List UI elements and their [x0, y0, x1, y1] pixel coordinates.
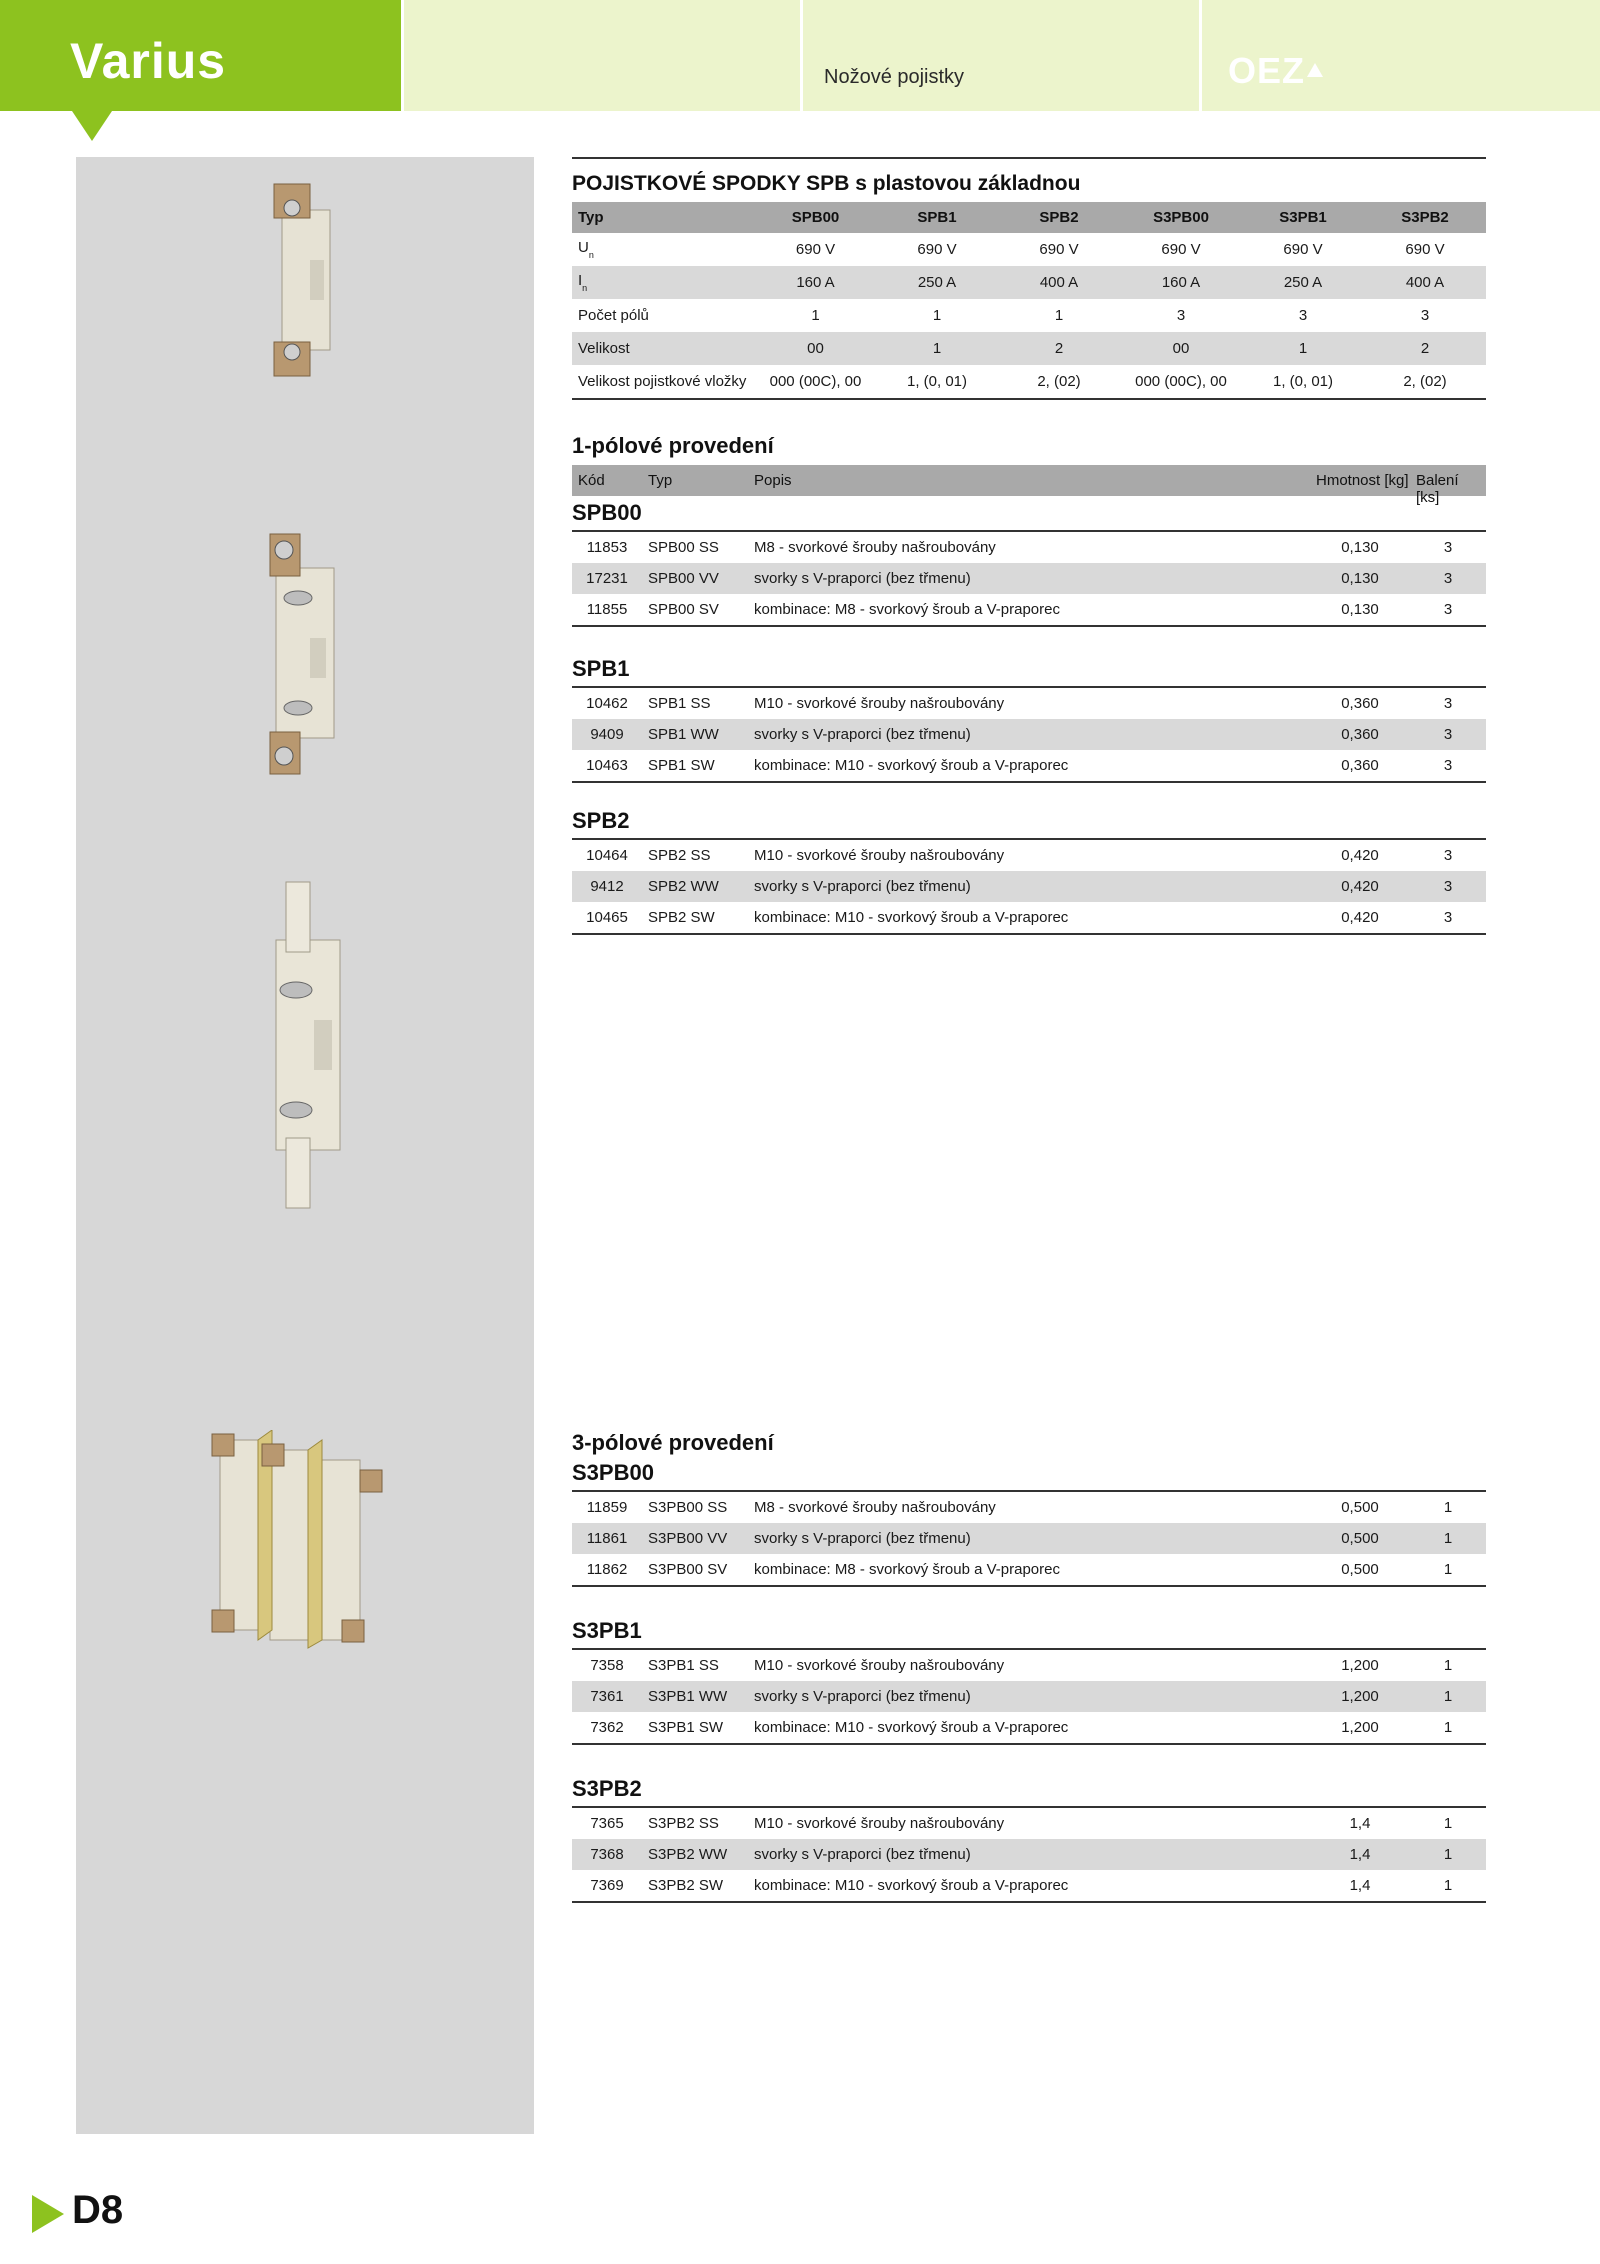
cell-type: SPB1 SW [642, 750, 754, 782]
spec-cell: 160 A [1120, 266, 1242, 299]
table-row [572, 871, 1486, 902]
cell-code: 11855 [572, 594, 642, 626]
spec-col-header: S3PB2 [1364, 202, 1486, 233]
cell-type: S3PB1 SS [648, 1657, 719, 1674]
cell-desc: kombinace: M8 - svorkový šroub a V-praporec [754, 1554, 1310, 1586]
spec-row-label [572, 233, 755, 266]
cell-desc: kombinace: M10 - svorkový šroub a V-praporec [754, 1712, 1310, 1744]
cell-pack: 1 [1410, 1839, 1486, 1870]
spec-col-header: S3PB00 [1120, 202, 1242, 233]
table-row [572, 1649, 1486, 1681]
spec-cell: 690 V [1039, 241, 1079, 258]
spec-cell: 400 A [1364, 266, 1486, 299]
cell-desc: M8 - svorkové šrouby našroubovány [754, 1499, 996, 1516]
product-table [572, 1806, 1486, 1903]
cell-desc: svorky s V-praporci (bez třmenu) [754, 1839, 1310, 1870]
cell-desc: kombinace: M10 - svorkový šroub a V-praporec [754, 1870, 1310, 1902]
spec-cell: 690 V [1283, 241, 1323, 258]
cell-weight: 0,130 [1310, 594, 1410, 626]
product-table [572, 530, 1486, 627]
spec-col-header: SPB00 [755, 202, 876, 233]
cell-code: 10464 [586, 847, 628, 864]
spec-cell: 000 (00C), 00 [755, 365, 876, 399]
top-rule [572, 157, 1486, 159]
cell-weight: 0,500 [1310, 1554, 1410, 1586]
cell-desc: svorky s V-praporci (bez třmenu) [754, 563, 1310, 594]
cell-type: S3PB2 SW [642, 1870, 754, 1902]
cell-pack: 1 [1443, 1499, 1453, 1516]
cell-type: SPB2 WW [642, 871, 754, 902]
cell-desc: kombinace: M10 - svorkový šroub a V-praporec [754, 902, 1310, 934]
page-marker-triangle-icon [32, 2195, 64, 2233]
cell-pack: 3 [1410, 594, 1486, 626]
spec-cell: 250 A [876, 266, 998, 299]
group-title: SPB1 [572, 656, 630, 681]
cell-weight: 0,500 [1341, 1499, 1379, 1516]
spec-row-label: Počet pólů [578, 307, 649, 324]
cell-code: 7362 [572, 1712, 642, 1744]
spec-cell: 690 V [1405, 241, 1445, 258]
table-row [572, 1681, 1486, 1712]
cell-code: 11853 [586, 539, 628, 556]
cell-desc: M10 - svorkové šrouby našroubovány [754, 1657, 1005, 1674]
table-row [572, 563, 1486, 594]
table-row [572, 1807, 1486, 1839]
cell-type: SPB00 VV [642, 563, 754, 594]
cell-weight: 1,4 [1310, 1839, 1410, 1870]
cell-desc: M10 - svorkové šrouby našroubovány [754, 1815, 1005, 1832]
cell-type: S3PB2 SS [648, 1815, 719, 1832]
cell-type: S3PB00 VV [642, 1523, 754, 1554]
spec-cell: 1, (0, 01) [1242, 365, 1364, 399]
cell-desc: kombinace: M10 - svorkový šroub a V-praporec [754, 750, 1310, 782]
spec-col-header: SPB1 [876, 202, 998, 233]
cell-desc: svorky s V-praporci (bez třmenu) [754, 1523, 1310, 1554]
spec-cell: 690 V [1161, 241, 1201, 258]
cell-weight: 0,360 [1310, 719, 1410, 750]
cell-type: SPB00 SV [642, 594, 754, 626]
col-type: Typ [648, 472, 673, 489]
spec-cell: 1 [1054, 307, 1064, 324]
cell-weight: 0,130 [1310, 563, 1410, 594]
cell-type: SPB2 SS [648, 847, 711, 864]
spec-label-sub: n [582, 283, 588, 293]
table-row [572, 687, 1486, 719]
cell-type: SPB2 SW [642, 902, 754, 934]
cell-code: 9412 [572, 871, 642, 902]
cell-code: 11862 [572, 1554, 642, 1586]
cell-code: 17231 [572, 563, 642, 594]
col-code: Kód [578, 472, 605, 489]
cell-desc: kombinace: M8 - svorkový šroub a V-praporec [754, 594, 1310, 626]
cell-type: S3PB00 SS [648, 1499, 728, 1516]
cell-type: S3PB1 WW [642, 1681, 754, 1712]
cell-weight: 0,360 [1341, 695, 1379, 712]
spec-row [572, 332, 1486, 365]
single-pole-title: 1-pólové provedení [572, 433, 774, 458]
spec-row-label [572, 266, 755, 299]
cell-code: 11859 [586, 1499, 628, 1516]
group-title: S3PB00 [572, 1460, 654, 1485]
spec-cell: 2, (02) [1364, 365, 1486, 399]
product-table [572, 686, 1486, 783]
product-table [572, 1490, 1486, 1587]
spec-row-label: Velikost [572, 332, 755, 365]
cell-weight: 1,4 [1349, 1815, 1371, 1832]
cell-weight: 0,130 [1341, 539, 1379, 556]
logo-text: OEZ [1228, 50, 1306, 91]
spec-col-header: Typ [572, 202, 755, 233]
spec-cell: 000 (00C), 00 [1120, 365, 1242, 399]
cell-pack: 1 [1443, 1815, 1453, 1832]
page-header [0, 0, 1600, 111]
spec-cell: 1 [811, 307, 820, 324]
cell-pack: 3 [1443, 847, 1453, 864]
table-row [572, 531, 1486, 563]
col-desc: Popis [754, 472, 792, 489]
spec-cell: 00 [1120, 332, 1242, 365]
cell-code: 7358 [590, 1657, 624, 1674]
cell-code: 7365 [590, 1815, 624, 1832]
cell-weight: 0,500 [1310, 1523, 1410, 1554]
spec-cell: 690 V [917, 241, 957, 258]
table-row [572, 1554, 1486, 1586]
table-row [572, 1712, 1486, 1744]
cell-weight: 1,200 [1310, 1681, 1410, 1712]
table-row [572, 594, 1486, 626]
logo-triangle-icon [1307, 63, 1323, 77]
cell-pack: 3 [1410, 563, 1486, 594]
table-row [572, 1491, 1486, 1523]
table-row [572, 719, 1486, 750]
cell-pack: 1 [1410, 1712, 1486, 1744]
cell-desc: svorky s V-praporci (bez třmenu) [754, 1681, 1310, 1712]
spec-cell: 1 [876, 332, 998, 365]
spec-cell: 1 [932, 307, 942, 324]
cell-pack: 1 [1410, 1523, 1486, 1554]
product-table [572, 1648, 1486, 1745]
spec-title: POJISTKOVÉ SPODKY SPB s plastovou základnou [572, 172, 1081, 195]
cell-pack: 1 [1410, 1681, 1486, 1712]
col-weight: Hmotnost [kg] [1316, 472, 1409, 489]
table-row [572, 750, 1486, 782]
spec-cell: 400 A [998, 266, 1120, 299]
brand-notch-icon [72, 111, 112, 141]
spec-row [572, 233, 1486, 266]
cell-type: S3PB1 SW [642, 1712, 754, 1744]
spec-table [572, 202, 1486, 400]
cell-pack: 1 [1410, 1554, 1486, 1586]
cell-code: 11861 [572, 1523, 642, 1554]
spec-cell: 2 [998, 332, 1120, 365]
spec-header-row [572, 202, 1486, 233]
spec-cell: 3 [1176, 307, 1186, 324]
spec-col-header: SPB2 [998, 202, 1120, 233]
spec-cell: 00 [755, 332, 876, 365]
spec-cell: 160 A [755, 266, 876, 299]
group-title: S3PB1 [572, 1618, 642, 1643]
spec-cell: 1 [1242, 332, 1364, 365]
cell-pack: 3 [1443, 695, 1453, 712]
spb2-product-image [256, 880, 356, 1210]
brand-title: Varius [70, 33, 227, 89]
cell-pack: 1 [1410, 1870, 1486, 1902]
page-number: D8 [72, 2188, 124, 2232]
cell-code: 7369 [572, 1870, 642, 1902]
cell-weight: 0,360 [1310, 750, 1410, 782]
cell-pack: 3 [1410, 871, 1486, 902]
spec-row [572, 365, 1486, 399]
cell-type: S3PB2 WW [642, 1839, 754, 1870]
cell-code: 10465 [572, 902, 642, 934]
spec-label-sub: n [588, 250, 594, 260]
spec-cell: 2 [1364, 332, 1486, 365]
cell-desc: M10 - svorkové šrouby našroubovány [754, 847, 1005, 864]
brand-band [0, 0, 401, 111]
col-pack: Balení [ks] [1416, 472, 1459, 506]
cell-weight: 1,200 [1310, 1712, 1410, 1744]
cell-type: SPB00 SS [648, 539, 719, 556]
cell-pack: 3 [1443, 539, 1453, 556]
header-cell [404, 0, 800, 111]
header-cell [803, 0, 1199, 111]
spec-cell: 250 A [1242, 266, 1364, 299]
cell-weight: 0,420 [1310, 902, 1410, 934]
spec-label-text: I [578, 272, 583, 289]
spb00-product-image [270, 180, 345, 380]
table-row [572, 902, 1486, 934]
oez-logo [1228, 50, 1323, 92]
spec-cell: 1, (0, 01) [876, 365, 998, 399]
cell-weight: 1,4 [1310, 1870, 1410, 1902]
product-table [572, 838, 1486, 935]
spec-cell: 3 [1420, 307, 1430, 324]
cell-desc: svorky s V-praporci (bez třmenu) [754, 871, 1310, 902]
cell-desc: M10 - svorkové šrouby našroubovány [754, 695, 1005, 712]
product-column-header [572, 465, 1486, 506]
spec-row [572, 266, 1486, 299]
cell-type: SPB1 SS [648, 695, 711, 712]
spec-col-header: S3PB1 [1242, 202, 1364, 233]
cell-pack: 3 [1410, 719, 1486, 750]
cell-weight: 0,420 [1310, 871, 1410, 902]
section-title: Nožové pojistky [824, 66, 965, 88]
cell-weight: 1,200 [1341, 1657, 1379, 1674]
table-row [572, 1870, 1486, 1902]
s3pb-product-image [210, 1430, 400, 1650]
cell-code: 10463 [572, 750, 642, 782]
cell-pack: 1 [1443, 1657, 1453, 1674]
cell-pack: 3 [1410, 902, 1486, 934]
cell-code: 7368 [572, 1839, 642, 1870]
table-row [572, 839, 1486, 871]
spec-cell: 2, (02) [998, 365, 1120, 399]
table-row [572, 1523, 1486, 1554]
spec-row [572, 299, 1486, 332]
group-title: SPB00 [572, 500, 642, 525]
cell-code: 9409 [572, 719, 642, 750]
cell-type: SPB1 WW [642, 719, 754, 750]
spec-label-text: U [578, 239, 589, 256]
cell-type: S3PB00 SV [642, 1554, 754, 1586]
spec-cell: 3 [1298, 307, 1308, 324]
spb1-product-image [262, 528, 352, 778]
cell-desc: svorky s V-praporci (bez třmenu) [754, 719, 1310, 750]
group-title: S3PB2 [572, 1776, 642, 1801]
cell-pack: 3 [1410, 750, 1486, 782]
cell-code: 10462 [586, 695, 628, 712]
spec-row-label: Velikost pojistkové vložky [572, 365, 755, 399]
cell-weight: 0,420 [1341, 847, 1379, 864]
spec-cell: 690 V [795, 241, 836, 258]
triple-pole-title: 3-pólové provedení [572, 1430, 774, 1455]
table-row [572, 1839, 1486, 1870]
cell-code: 7361 [572, 1681, 642, 1712]
cell-desc: M8 - svorkové šrouby našroubovány [754, 539, 996, 556]
group-title: SPB2 [572, 808, 630, 833]
